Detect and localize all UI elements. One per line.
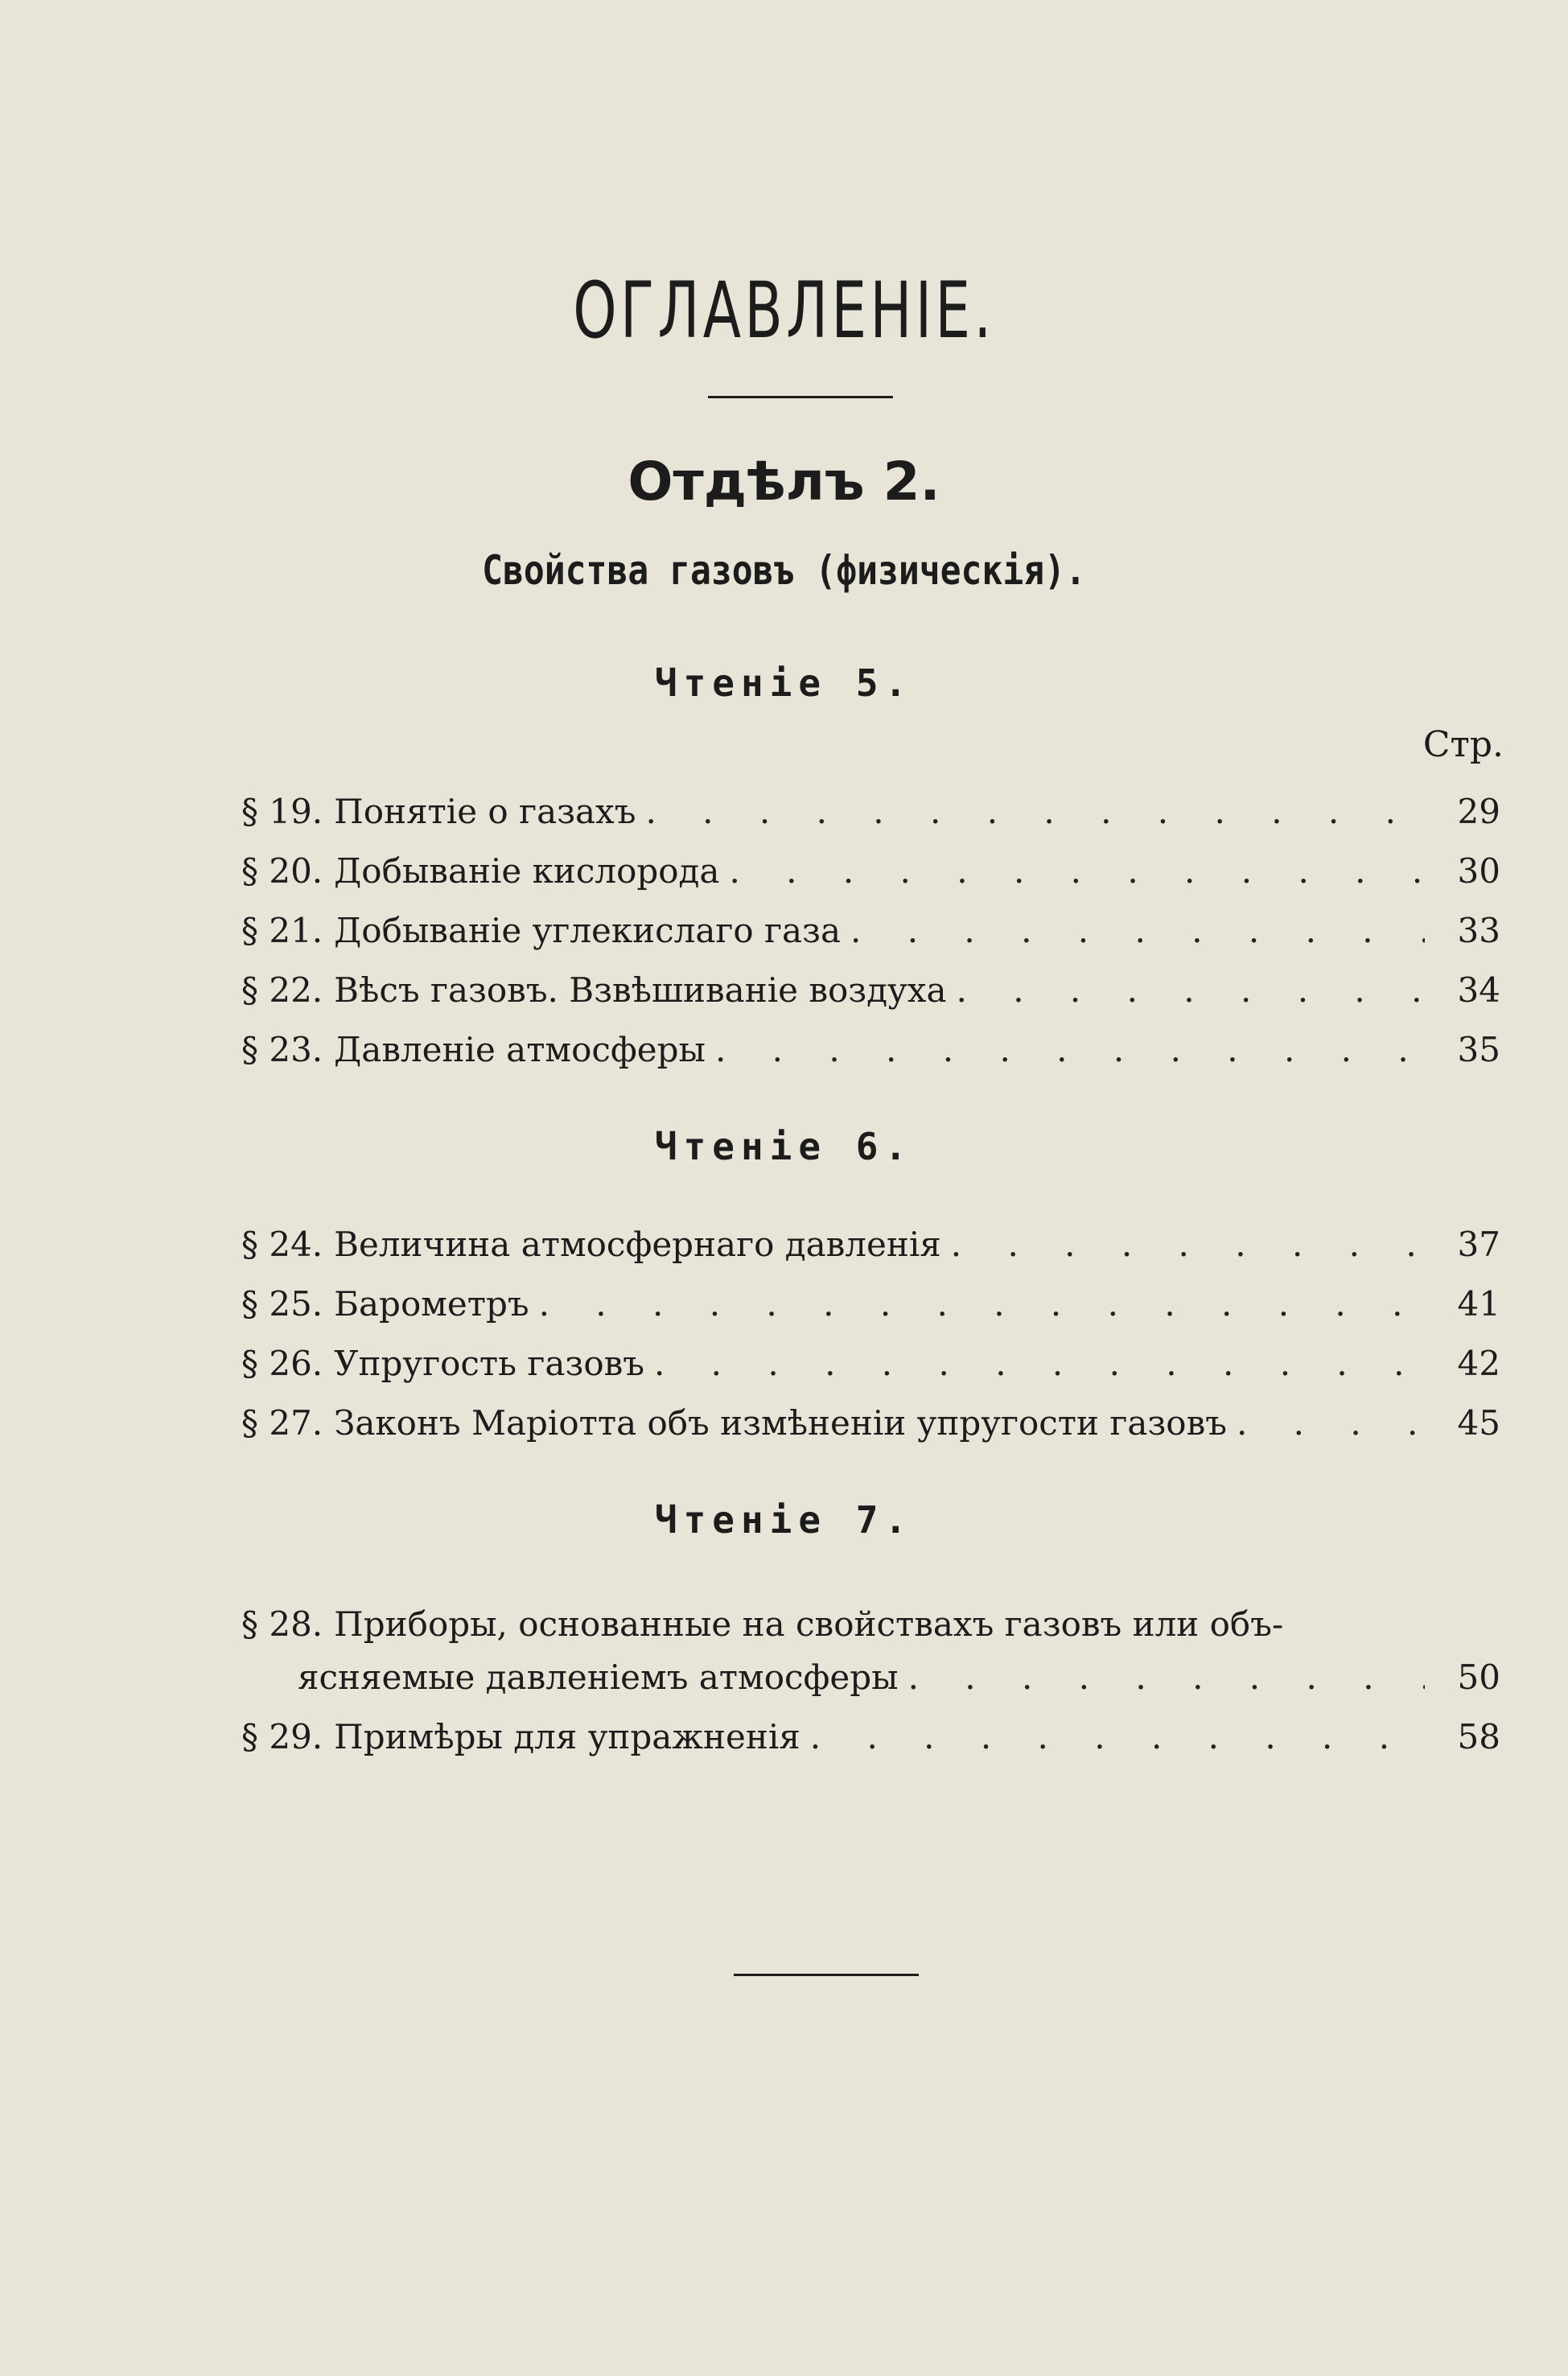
entry-title: Вѣсъ газовъ. Взвѣшиваніе воздуха: [334, 970, 947, 1010]
section-heading: Отдѣлъ 2.: [628, 451, 940, 513]
leader-dots: [539, 1281, 1425, 1328]
paragraph-number: § 21.: [241, 911, 323, 950]
end-divider: [734, 1974, 919, 1976]
leader-dots: [715, 1027, 1425, 1073]
entry-title: Примѣры для упражненія: [334, 1717, 800, 1756]
toc-entry[interactable]: [241, 908, 1500, 954]
page-number: 29: [1457, 792, 1500, 831]
paragraph-number: § 29.: [241, 1717, 323, 1756]
entry-title: Добываніе кислорода: [334, 851, 720, 891]
entry-title: Величина атмосфернаго давленія: [334, 1225, 941, 1264]
leader-dots: [654, 1340, 1425, 1387]
leader-dots: [810, 1714, 1425, 1760]
entry-title: Приборы, основанные на свойствахъ газовъ или объ-: [334, 1604, 1284, 1644]
paragraph-number: § 28.: [241, 1604, 323, 1644]
toc-entry[interactable]: [241, 789, 1500, 835]
toc-entry[interactable]: [241, 1400, 1500, 1447]
page-number: 35: [1457, 1030, 1500, 1069]
page-number: 45: [1457, 1403, 1500, 1443]
leader-dots: [729, 848, 1425, 895]
leader-dots: [957, 967, 1426, 1014]
page-number: 41: [1457, 1284, 1500, 1324]
toc-entry[interactable]: [241, 1281, 1500, 1328]
entry-title: Барометръ: [334, 1284, 529, 1324]
page-number: 50: [1457, 1657, 1500, 1697]
title-divider: [708, 396, 893, 398]
leader-dots: [908, 1654, 1425, 1701]
page-number: 30: [1457, 851, 1500, 891]
reading-heading: Чтеніе 5.: [654, 661, 914, 705]
page-column-header: Стр.: [1422, 724, 1504, 765]
page-number: 58: [1457, 1717, 1500, 1756]
reading-heading: Чтеніе 6.: [654, 1125, 914, 1168]
toc-entry[interactable]: [241, 1601, 1500, 1648]
toc-entry[interactable]: [241, 1221, 1500, 1268]
paragraph-number: § 25.: [241, 1284, 323, 1324]
paragraph-number: § 22.: [241, 970, 323, 1010]
leader-dots: [951, 1221, 1425, 1268]
paragraph-number: § 23.: [241, 1030, 323, 1069]
page-number: 42: [1457, 1344, 1500, 1383]
reading-heading: Чтеніе 7.: [654, 1498, 914, 1542]
toc-entry-continuation[interactable]: [298, 1654, 1500, 1701]
paragraph-number: § 26.: [241, 1344, 323, 1383]
toc-entry[interactable]: [241, 967, 1500, 1014]
paragraph-number: § 24.: [241, 1225, 323, 1264]
entry-title-continuation: ясняемые давленіемъ атмосферы: [298, 1657, 899, 1697]
toc-entry[interactable]: [241, 1714, 1500, 1760]
leader-dots: [645, 789, 1425, 835]
toc-entry[interactable]: [241, 1340, 1500, 1387]
page-number: 37: [1457, 1225, 1500, 1264]
page-title: ОГЛАВЛЕНІЕ.: [573, 266, 995, 356]
entry-title: Понятіе о газахъ: [334, 792, 636, 831]
entry-title: Добываніе углекислаго газа: [334, 911, 841, 950]
paragraph-number: § 19.: [241, 792, 323, 831]
page-number: 34: [1457, 970, 1500, 1010]
leader-dots: [1237, 1400, 1425, 1447]
entry-title: Законъ Маріотта объ измѣненіи упругости газовъ: [334, 1403, 1227, 1443]
entry-title: Упругость газовъ: [334, 1344, 644, 1383]
paragraph-number: § 20.: [241, 851, 323, 891]
toc-entry[interactable]: [241, 1027, 1500, 1073]
leader-dots: [850, 908, 1425, 954]
section-subtitle: Свойства газовъ (физическія).: [482, 547, 1086, 594]
page-number: 33: [1457, 911, 1500, 950]
paragraph-number: § 27.: [241, 1403, 323, 1443]
entry-title: Давленіе атмосферы: [334, 1030, 706, 1069]
toc-entry[interactable]: [241, 848, 1500, 895]
